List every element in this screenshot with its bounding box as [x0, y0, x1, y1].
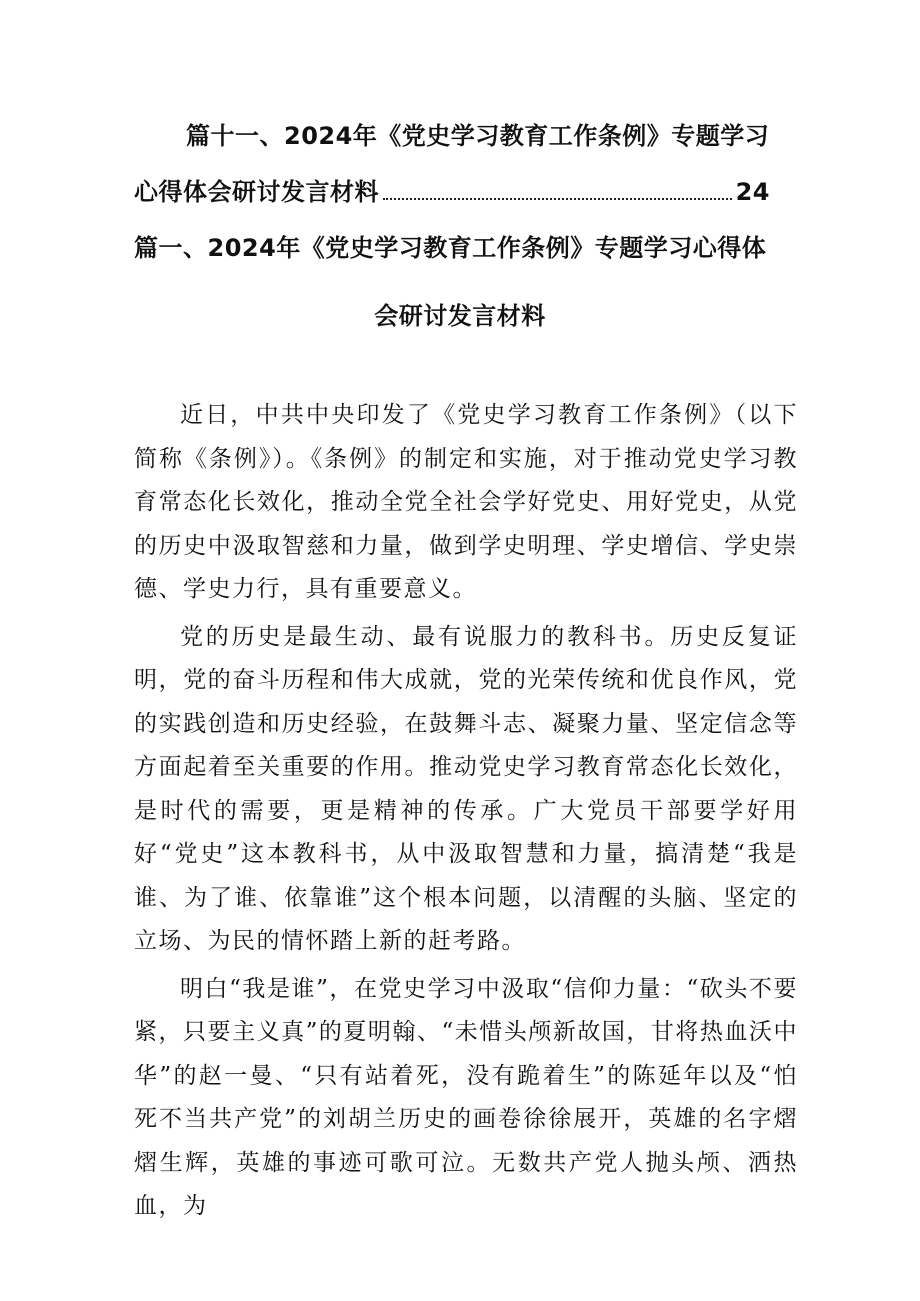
section-heading-line-2: 会研讨发言材料 [374, 302, 546, 330]
toc-entry-line-1: 篇十一、2024年《党史学习教育工作条例》专题学习 [186, 122, 770, 150]
toc-page-number: 24 [735, 178, 770, 206]
section-heading-line-1: 篇一、2024年《党史学习教育工作条例》专题学习心得体 [134, 234, 767, 262]
body-text [134, 394, 798, 1233]
paragraph: 近日，中共中央印发了《党史学习教育工作条例》（以下简称《条例》）。《条例》的制定和实施，对于推动党史学习教育常态化长效化，推动全党全社会学好党史、用好党史，从党的历史中汲取智慈和力量，做到学史明理、学史增信、学史崇德、学史力行，具有重要意义。 [134, 402, 798, 602]
toc-entry-title: 心得体会研讨发言材料 [134, 178, 379, 206]
toc-leader-dots [383, 198, 732, 200]
paragraph: 明白“我是谁”，在党史学习中汲取“信仰力量：“砍头不要紧，只要主义真”的夏明翰、“未惜头颅新故国，甘将热血沃中华”的赵一曼、“只有站着死，没有跪着生”的陈延年以及“怕死不当共产党”的刘胡兰历史的画卷徐徐展开，英雄的名字熠熠生辉，英雄的事迹可歌可泣。无数共产党人抛头颅、洒热血，为 [134, 975, 798, 1219]
toc-entry-line-2[interactable] [134, 172, 770, 207]
paragraph: 党的历史是最生动、最有说服力的教科书。历史反复证明，党的奋斗历程和伟大成就，党的光荣传统和优良作风，党的实践创造和历史经验，在鼓舞斗志、凝聚力量、坚定信念等方面起着至关重要的作用。推动党史学习教育常态化长效化，是时代的需要，更是精神的传承。广大党员干部要学好用好“党史”这本教科书，从中汲取智慧和力量，搞清楚“我是谁、为了谁、依靠谁”这个根本问题，以清醒的头脑、坚定的立场、为民的情怀踏上新的赶考路。 [134, 623, 798, 954]
